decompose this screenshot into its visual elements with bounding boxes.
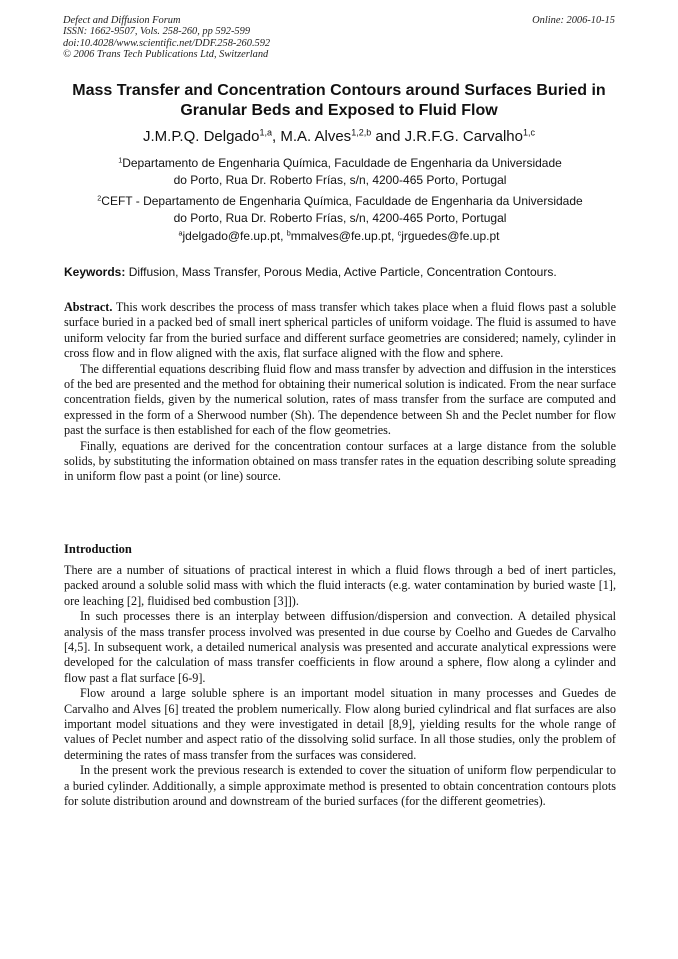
journal-name: Defect and Diffusion Forum	[63, 15, 181, 26]
intro-paragraph: In the present work the previous research is extended to cover the situation of uniform flow perpendicular to a buried cylinder. Additionally, a simple approximate method is presented to obtain concentration contours plots for solute distribution around and downstream of the buried surfaces (for the different geometries).	[64, 763, 616, 809]
affiliation-sup: 2	[97, 193, 102, 203]
introduction-section	[64, 563, 616, 810]
email-address[interactable]: mmalves@fe.up.pt	[290, 229, 391, 243]
doi-line: doi:10.4028/www.scientific.net/DDF.258-260.592	[63, 37, 271, 49]
author-sup: 1,a	[259, 127, 272, 138]
abstract-text: This work describes the process of mass transfer which takes place when a fluid flows past a soluble surface buried in a packed bed of small inert spherical particles of uniform voidage. The fluid is assumed to have uniform velocity far from the buried surface and different surface geometries are considered; namely, cylinder in cross flow and in flow aligned with the axis, flat surface aligned with the flow and sphere.	[64, 300, 617, 361]
author-separator: and	[371, 128, 405, 145]
abstract-paragraph	[64, 300, 616, 362]
affiliation-1	[64, 155, 616, 188]
abstract-section	[64, 300, 616, 485]
author-sup: 1,c	[522, 127, 535, 138]
issn-line: ISSN: 1662-9507, Vols. 258-260, pp 592-599	[63, 26, 251, 38]
email-sup: c	[397, 228, 402, 238]
intro-paragraph: In such processes there is an interplay between diffusion/dispersion and convection. A detailed physical analysis of the mass transfer process involved was presented in due course by Coelho and Guedes de Carvalho [4,5]. In subsequent work, a detailed numerical analysis was presented and accurate analytical expressions were developed for the calculation of mass transfer coefficients in flow around a sphere, flow along a cylinder and flow past a flat surface [6-9].	[64, 609, 616, 685]
intro-paragraph: There are a number of situations of practical interest in which a fluid flows through a bed of inert particles, packed around a soluble solid mass with which the fluid interacts (e.g. water contamination by buried waste [1], ore leaching [2], fluidised bed combustion [3]]).	[64, 563, 616, 608]
affiliation-2	[64, 193, 616, 226]
email-sup: b	[286, 228, 291, 238]
keywords-label: Keywords:	[64, 265, 126, 279]
author-name: J.M.P.Q. Delgado	[143, 128, 260, 145]
author-list	[40, 127, 638, 147]
affiliation-line: do Porto, Rua Dr. Roberto Frías, s/n, 4200-465 Porto, Portugal	[173, 210, 507, 225]
online-date: Online: 2006-10-15	[532, 15, 615, 26]
email-separator: ,	[390, 229, 398, 243]
copyright-line: © 2006 Trans Tech Publications Ltd, Switzerland	[63, 49, 269, 61]
affiliation-line: CEFT - Departamento de Engenharia Química, Faculdade de Engenharia da Universidade	[101, 194, 583, 208]
keywords-line	[64, 264, 616, 280]
keywords-text: Diffusion, Mass Transfer, Porous Media, Active Particle, Concentration Contours.	[128, 265, 557, 279]
email-address[interactable]: jrguedes@fe.up.pt	[401, 229, 500, 243]
author-name: M.A. Alves	[280, 128, 352, 145]
abstract-paragraph: Finally, equations are derived for the concentration contour surfaces at a large distance from the soluble solids, by substituting the information obtained on mass transfer rates in the equation describing solute spreading in uniform flow past a point (or line) source.	[64, 438, 616, 484]
author-separator: ,	[271, 128, 281, 145]
intro-paragraph: Flow around a large soluble sphere is an important model situation in many processes and Guedes de Carvalho and Alves [6] treated the problem numerically. Flow along buried cylindrical and flat surfaces are also important model situations and they were investigated in detail [8,9], yielding results for the whole range of values of Peclet number and aspect ratio of the dissolving solid surface. In all those studies, only the problem of determining the rates of mass transfer from the surfaces was considered.	[64, 686, 616, 762]
abstract-paragraph: The differential equations describing fluid flow and mass transfer by advection and diffusion in the interstices of the bed are presented and the method for obtaining their numerical solution is indicated. From the near surface concentration fields, given by the numerical solution, rates of mass transfer from the surface are computed and expressed in the form of a Sherwood number (Sh). The dependence between Sh and the Peclet number for flow past the surface is then established for each of the flow geometries.	[64, 361, 616, 438]
paper-title: Mass Transfer and Concentration Contours around Surfaces Buried in Granular Beds and Exposed to Fluid Flow	[72, 82, 606, 119]
email-address[interactable]: jdelgado@fe.up.pt	[182, 229, 281, 243]
author-sup: 1,2,b	[351, 127, 372, 138]
introduction-heading: Introduction	[64, 542, 132, 556]
author-name: J.R.F.G. Carvalho	[404, 128, 523, 145]
email-separator: ,	[280, 229, 287, 243]
email-sup: a	[178, 228, 183, 238]
affiliation-line: Departamento de Engenharia Química, Faculdade de Engenharia da Universidade	[122, 156, 562, 170]
journal-header	[63, 15, 615, 61]
email-list	[40, 228, 638, 244]
abstract-label: Abstract.	[64, 300, 113, 314]
affiliation-line: do Porto, Rua Dr. Roberto Frías, s/n, 4200-465 Porto, Portugal	[173, 172, 507, 187]
affiliation-sup: 1	[118, 155, 123, 165]
